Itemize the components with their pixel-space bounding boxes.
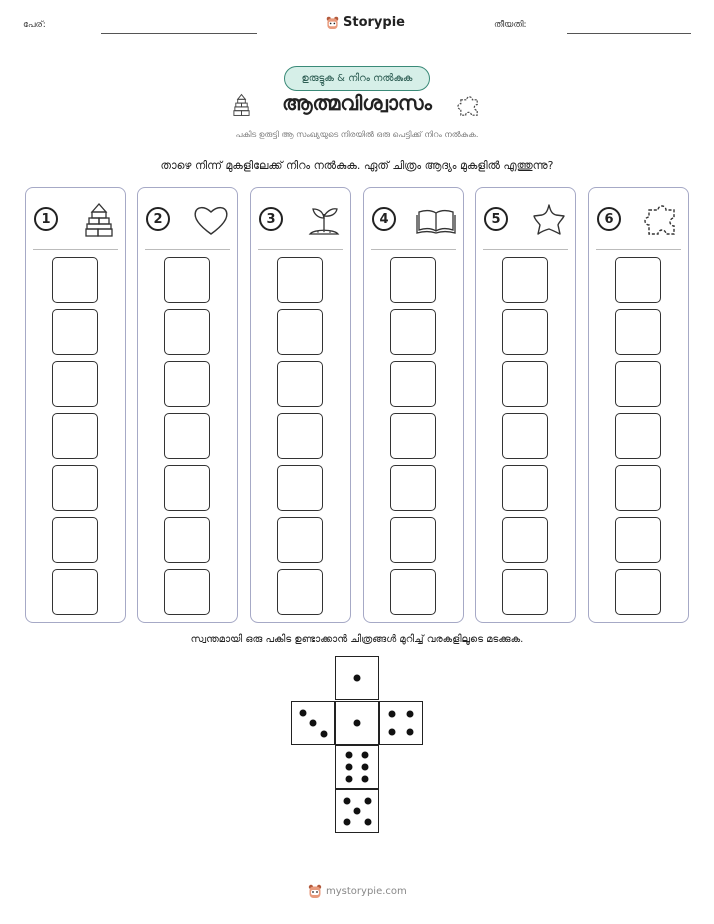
color-box[interactable]: [52, 361, 98, 407]
color-box[interactable]: [277, 361, 323, 407]
column-number: 5: [484, 207, 508, 231]
column-5: [475, 187, 576, 623]
column-6: [588, 187, 689, 623]
pip: [345, 752, 352, 759]
color-box[interactable]: [502, 517, 548, 563]
color-box[interactable]: [164, 517, 210, 563]
color-box[interactable]: [164, 309, 210, 355]
pip: [354, 808, 361, 815]
color-box[interactable]: [52, 309, 98, 355]
color-box[interactable]: [52, 569, 98, 615]
pip: [362, 752, 369, 759]
column-divider: [596, 249, 681, 250]
column-divider: [371, 249, 456, 250]
color-box[interactable]: [615, 569, 661, 615]
column-3: [250, 187, 351, 623]
color-box[interactable]: [390, 309, 436, 355]
pip: [345, 764, 352, 771]
color-box[interactable]: [615, 517, 661, 563]
pip: [354, 675, 361, 682]
die-face-top[interactable]: [335, 656, 379, 700]
color-box[interactable]: [164, 257, 210, 303]
brand-logo: [326, 15, 405, 30]
column-number: 3: [259, 207, 283, 231]
color-box[interactable]: [164, 361, 210, 407]
page-title: ആത്മവിശ്വാസം: [282, 91, 432, 115]
color-box[interactable]: [390, 569, 436, 615]
subtitle: പകിട ഉരുട്ടി ആ സംഖ്യയുടെ നിരയിൽ ഒരു പെട്ടിക്ക് നിറം നൽകുക.: [235, 130, 479, 139]
color-box[interactable]: [277, 309, 323, 355]
color-box[interactable]: [52, 517, 98, 563]
color-box[interactable]: [502, 361, 548, 407]
color-box[interactable]: [52, 465, 98, 511]
column-number: 1: [34, 207, 58, 231]
die-face-center[interactable]: [335, 701, 379, 745]
color-box[interactable]: [390, 257, 436, 303]
name-label: പേര്:: [23, 20, 46, 30]
color-box[interactable]: [390, 413, 436, 459]
column-divider: [33, 249, 118, 250]
pip: [299, 709, 306, 716]
color-box[interactable]: [615, 413, 661, 459]
block-tower-icon: [232, 92, 251, 118]
sprout-icon: [304, 200, 344, 240]
color-box[interactable]: [502, 257, 548, 303]
color-box[interactable]: [164, 569, 210, 615]
pip: [354, 720, 361, 727]
column-divider: [258, 249, 343, 250]
pip: [345, 775, 352, 782]
color-box[interactable]: [390, 361, 436, 407]
pip: [407, 710, 414, 717]
die-face-right[interactable]: [379, 701, 423, 745]
die-face-left[interactable]: [291, 701, 335, 745]
pip: [310, 720, 317, 727]
activity-badge: ഉരുട്ടുക & നിറം നൽകുക: [284, 66, 430, 91]
column-4: [363, 187, 464, 623]
pip: [362, 764, 369, 771]
color-box[interactable]: [277, 257, 323, 303]
color-box[interactable]: [615, 465, 661, 511]
name-line[interactable]: [101, 33, 257, 34]
color-box[interactable]: [615, 257, 661, 303]
date-label: തീയതി:: [494, 20, 527, 30]
color-box[interactable]: [502, 413, 548, 459]
footer-url[interactable]: mystorypie.com: [326, 886, 407, 897]
pip: [343, 797, 350, 804]
column-divider: [145, 249, 230, 250]
pip: [388, 729, 395, 736]
color-box[interactable]: [277, 569, 323, 615]
color-box[interactable]: [277, 465, 323, 511]
color-box[interactable]: [615, 361, 661, 407]
die-face-bottom[interactable]: [335, 789, 379, 833]
pip: [388, 710, 395, 717]
column-number: 6: [597, 207, 621, 231]
puzzle-piece-icon: [642, 200, 682, 240]
color-box[interactable]: [390, 465, 436, 511]
star-icon: [529, 200, 569, 240]
pip: [320, 730, 327, 737]
pip: [362, 775, 369, 782]
bear-icon: [326, 16, 339, 30]
brand-name: Storypie: [343, 15, 405, 30]
pip: [364, 797, 371, 804]
color-box[interactable]: [164, 413, 210, 459]
heart-icon: [191, 200, 231, 240]
bear-icon: [308, 884, 322, 899]
column-1: [25, 187, 126, 623]
color-box[interactable]: [277, 517, 323, 563]
color-box[interactable]: [502, 569, 548, 615]
open-book-icon: [413, 200, 459, 240]
color-box[interactable]: [502, 465, 548, 511]
color-box[interactable]: [164, 465, 210, 511]
footer: [308, 884, 408, 899]
puzzle-piece-icon: [457, 94, 482, 119]
column-divider: [483, 249, 568, 250]
color-box[interactable]: [52, 413, 98, 459]
color-box[interactable]: [52, 257, 98, 303]
color-box[interactable]: [390, 517, 436, 563]
color-box[interactable]: [615, 309, 661, 355]
column-2: [137, 187, 238, 623]
fold-instructions: സ്വന്തമായി ഒരു പകിട ഉണ്ടാക്കാൻ ചിത്രങ്ങൾ മുറിച്ച് വരകളിലൂടെ മടക്കുക.: [190, 634, 524, 645]
pip: [407, 729, 414, 736]
block-tower-icon: [79, 200, 119, 240]
date-line[interactable]: [567, 33, 691, 34]
die-face-lower[interactable]: [335, 745, 379, 789]
pip: [343, 818, 350, 825]
column-number: 2: [146, 207, 170, 231]
question-text: താഴെ നിന്ന് മുകളിലേക്ക് നിറം നൽകുക. ഏത് ചിത്രം ആദ്യം മുകളിൽ എത്തുന്നു?: [160, 159, 554, 172]
column-number: 4: [372, 207, 396, 231]
color-box[interactable]: [277, 413, 323, 459]
pip: [364, 818, 371, 825]
color-box[interactable]: [502, 309, 548, 355]
